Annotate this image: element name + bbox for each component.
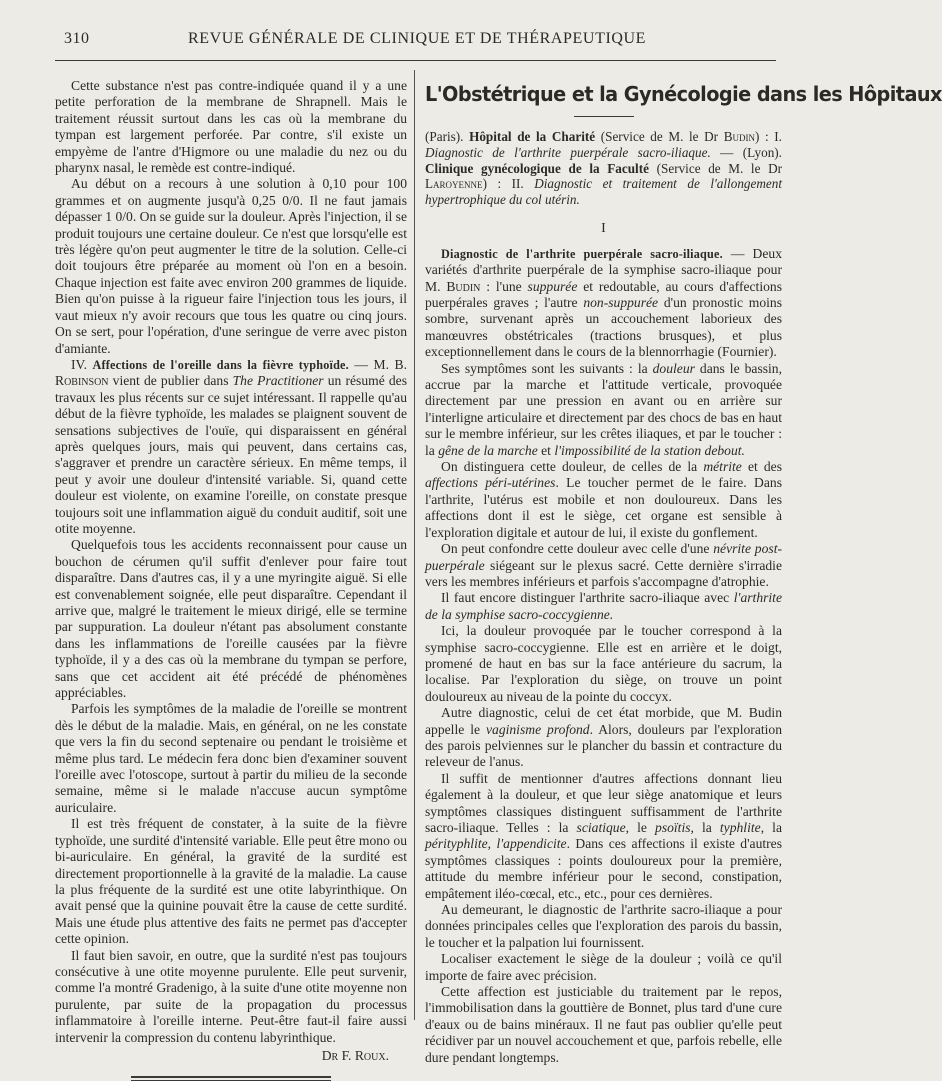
section-heading: Affections de l'oreille dans la fièvre typhoïde. xyxy=(92,357,349,372)
header-rule xyxy=(55,60,776,61)
text-run: — Deux variétés d'arthrite puerpérale de la symphise sacro-iliaque pour M. xyxy=(425,245,782,294)
column-divider xyxy=(414,70,415,1020)
text-run: : l'une xyxy=(480,278,528,294)
paragraph xyxy=(425,771,782,902)
text-run: , xyxy=(487,836,497,852)
text-run: un résumé des travaux les plus récents sur ce sujet intéressant. Il rappelle qu'au début de la fièvre typhoïde, les malades se plaignent souvent de sensations subjectives de l'ouïe, qui disparaissent en général après quelques jours, mais qui peuvent, dans certains cas, s'aggraver et prendre un caractère sérieux. En même temps, il peut y avoir une douleur d'intensité variable. Si, quand cette douleur est violente, on examine l'oreille, on constate presque toujours soit une inflammation aiguë du conduit auditif, soit une otite moyenne. xyxy=(55,373,407,536)
text-run: , la xyxy=(690,820,720,835)
hospital-name: Hôpital de la Charité xyxy=(469,129,596,145)
text-run: siégeant sur le plexus sacré. Cette dernière s'irradie vers les membres inférieurs et parfois s'accompagne d'atrophie. xyxy=(425,557,782,589)
italic-term: l'appendicite xyxy=(496,836,567,852)
paragraph xyxy=(425,361,782,459)
text-run: On peut confondre cette douleur avec celle d'une xyxy=(441,541,714,557)
intro-paragraph xyxy=(425,129,782,207)
dash: — xyxy=(348,356,374,372)
section-title: L'Obstétrique et la Gynécologie dans les Hôpitaux xyxy=(425,82,942,106)
author-name: M. B. Robinson xyxy=(55,356,407,389)
italic-term: suppurée xyxy=(527,278,578,294)
paragraph: Cette substance n'est pas contre-indiquée quand il y a une petite perforation de la membrane de Shrapnell. Mais le traitement réussit surtout dans les cas où la membrane du tympan est largement perforée. Par contre, s'il existe un empyème de l'antre d'Higmore ou une maladie du nez ou du pharynx nasal, le remède est contre-indiqué. xyxy=(55,78,407,176)
paragraph: Au début on a recours à une solution à 0,10 pour 100 grammes et on augmente jusqu'à 0,25 0/0. Il ne faut jamais dépasser 1 0/0. On se guide sur la douleur. Après l'injection, il se produit toujours une certaine douleur. Ce n'est que lorsqu'elle est très légère qu'on peut augmenter le titre de la solution. Celle-ci doit toujours être préparée au moment où l'on en a besoin. Chaque injection est faite avec environ 200 grammes de liquide. Bien qu'on puisse à la rigueur faire l'injection tous les jours, il vaut mieux n'y avoir recours que tous les quatre ou cinq jours. On se sert, pour l'opération, d'une seringue de verre avec piston d'amiante. xyxy=(55,176,407,356)
paragraph xyxy=(425,459,782,541)
text-run: On distinguera cette douleur, de celles de la xyxy=(441,459,704,475)
text-run: . Dans ces affections il existe d'autres symptômes classiques : points douloureux pour la première, attitude du membre inférieur pour le second, constipation, empâtement iléo-cœcal, etc., etc., pour ces dernières. xyxy=(425,836,783,901)
italic-term: métrite xyxy=(703,459,742,475)
text-run: et redoutable, au cours d'affections puerpérales graves ; l'autre xyxy=(425,278,782,310)
text-run: . Le toucher permet de le faire. Dans l'arthrite, l'utérus est mobile et non douloureux. Dans les affections dont il est le siège, cet organe est sensible à l'exploration digitale et autour de lui, il existe du gonflement. xyxy=(425,475,782,540)
italic-term: non-suppurée xyxy=(583,295,659,310)
section-iv-paragraph xyxy=(55,357,407,537)
paragraph: Quelquefois tous les accidents reconnaissent pour cause un bouchon de cérumen qu'il suffit d'enlever pour faire tout disparaître. Dans d'autres cas, il y a une myringite aiguë. Si elle est convenablement soignée, elle peut disparaître. Cependant il arrive que, malgré le traitement le mieux dirigé, elle se termine par suppuration. La douleur n'étant pas absolument constante dans les inflammations de l'oreille causées par la fièvre typhoïde, il y a des cas où la membrane du tympan se perfore, sans que cet accident ait été précédé de phénomènes appréciables. xyxy=(55,537,407,701)
text-run: Ses symptômes sont les suivants : la xyxy=(441,360,653,376)
paragraph: Localiser exactement le siège de la douleur ; voilà ce qu'il importe de faire avec précision. xyxy=(425,951,782,983)
left-column xyxy=(55,78,407,1078)
running-title: REVUE GÉNÉRALE DE CLINIQUE ET DE THÉRAPEUTIQUE xyxy=(188,30,647,47)
page-header xyxy=(55,28,776,52)
doctor-name: Laroyenne xyxy=(425,176,483,192)
journal-name: The Practitioner xyxy=(232,373,324,389)
italic-term: pérityphlite xyxy=(425,836,488,852)
italic-term: douleur xyxy=(652,360,695,376)
italic-term: sciatique xyxy=(576,820,626,835)
roman-numeral: I xyxy=(601,221,606,237)
text-run: ) : II. xyxy=(482,176,535,192)
italic-term: gêne de la marche xyxy=(438,442,538,458)
italic-term: névrite post-puerpérale xyxy=(425,541,782,573)
paragraph: Il faut bien savoir, en outre, que la surdité n'est pas toujours consécutive à une otite moyenne purulente. Elle peut survenir, comme l'a montré Gradenigo, à la suite d'une otite moyenne non purulente, par suite de la propagation du processus inflammatoire à l'oreille interne. Peut-être faut-il faire aussi intervenir la compression du contenu labyrinthique. xyxy=(55,947,407,1045)
italic-term: affections péri-utérines xyxy=(425,475,556,491)
paragraph: Au demeurant, le diagnostic de l'arthrite sacro-iliaque a pour données principales celles que l'exploration des parois du bassin, le toucher et la palpation lui fournissent. xyxy=(425,902,782,950)
paragraph xyxy=(425,541,782,590)
text-run: dans le bassin, accrue par la marche et l'attitude verticale, provoquée directement par une pression en avant ou en arrière sur l'interligne articulaire et directement par des chocs de bas en haut sur le membre inférieur, sur les crêtes iliaques, et par le toucher : la xyxy=(425,360,782,458)
hospital-name: Clinique gynécologique de la Faculté xyxy=(425,160,649,176)
paragraph xyxy=(425,246,782,361)
end-rule xyxy=(131,1076,331,1078)
text-run: Il suffit de mentionner d'autres affections donnant lieu également à la douleur, et que leur siège anatomique et leurs symptômes classiques distinguent suffisamment de l'arthrite sacro-iliaque. Telles : la xyxy=(425,770,782,835)
italic-term: psoïtis xyxy=(655,820,691,835)
text-run: , le xyxy=(625,820,656,835)
topic-title: Diagnostic de l'arthrite puerpérale sacro-iliaque. xyxy=(425,145,711,160)
text-run: et xyxy=(537,442,555,458)
text-run: Il faut encore distinguer l'arthrite sacro-iliaque avec xyxy=(441,590,734,606)
title-rule xyxy=(574,116,634,117)
doctor-name: Budin xyxy=(446,278,481,294)
italic-term: l'impossibilité de la station debout. xyxy=(554,442,745,458)
text-run: — (Lyon). xyxy=(710,145,782,160)
text-run: . Alors, douleurs par l'exploration des parois pelviennes sur le plancher du bassin et contracture du releveur de l'anus. xyxy=(425,721,782,770)
text-run: et des xyxy=(741,459,782,475)
paragraph: Parfois les symptômes de la maladie de l'oreille se montrent dès le début de la maladie. Mais, en général, on ne les constate que vers la fin du second septenaire ou pendant le troisième et même plus tard. Le médecin fera donc bien d'examiner souvent l'oreille avec l'otoscope, surtout à partir du milieu de la seconde semaine, même si le malade n'accuse aucun symptôme auriculaire. xyxy=(55,701,407,815)
text-run: d'un pronostic moins sombre, survenant après un accouchement laborieux des manœuvres obstétricales (tractions brusques), et plus exceptionnellement dans le cours de la blennorrhagie (Fournier). xyxy=(425,295,782,360)
text-run: vient de publier dans xyxy=(108,373,233,389)
paragraph: Il est très fréquent de constater, à la suite de la fièvre typhoïde, une surdité d'intensité variable. Elle peut être mono ou bi-auriculaire. En général, la gravité de la surdité est directement proportionnelle à la gravité de la maladie. La cause la plus fréquente de la surdité est une otite labyrinthique. On avait pensé que la quinine pouvait être la cause de cette surdité. Mais une étude plus attentive des faits ne permet pas d'accepter cette opinion. xyxy=(55,816,407,947)
paragraph xyxy=(425,590,782,623)
italic-term: typhlite xyxy=(719,820,761,835)
page-number: 310 xyxy=(64,30,90,47)
paragraph: Ici, la douleur provoquée par le toucher correspond à la symphise sacro-coccygienne. Elle est en arrière et le doigt, promené de haut en bas sur la face antérieure du sacrum, la localise. Par l'exploration du siège, on trouve un point douloureux au niveau de la pointe du coccyx. xyxy=(425,623,782,704)
paragraph xyxy=(425,705,782,771)
paragraph: Cette affection est justiciable du traitement par le repos, l'immobilisation dans la gouttière de Bonnet, plus tard d'une cure d'eaux ou de bains minéraux. Il ne faut pas oublier qu'elle peut récidiver par un nouvel accouchement et que, parfois rebelle, elle dure pendant longtemps. xyxy=(425,984,782,1065)
doctor-name: Budin xyxy=(723,129,755,145)
text-run: (Service de M. le Dr xyxy=(595,129,724,145)
text-run: (Paris). xyxy=(425,129,470,145)
section-number: IV. xyxy=(71,356,87,372)
topic-title: Diagnostic et traitement de l'allongement hypertrophique du col utérin. xyxy=(425,176,782,207)
text-run: ) : I. xyxy=(754,129,782,145)
subsection-heading: Diagnostic de l'arthrite puerpérale sacro-iliaque. xyxy=(441,246,723,261)
text-run: , la xyxy=(760,820,782,835)
text-run: (Service de M. le Dr xyxy=(648,160,783,176)
signature: Dr F. Roux. xyxy=(321,1047,389,1063)
italic-term: vaginisme profond xyxy=(485,721,590,737)
text-run: Autre diagnostic, celui de cet état morbide, que M. Budin appelle le xyxy=(425,705,782,737)
right-column xyxy=(425,82,942,1066)
italic-term: l'arthrite de la symphise sacro-coccygienne. xyxy=(425,590,782,622)
